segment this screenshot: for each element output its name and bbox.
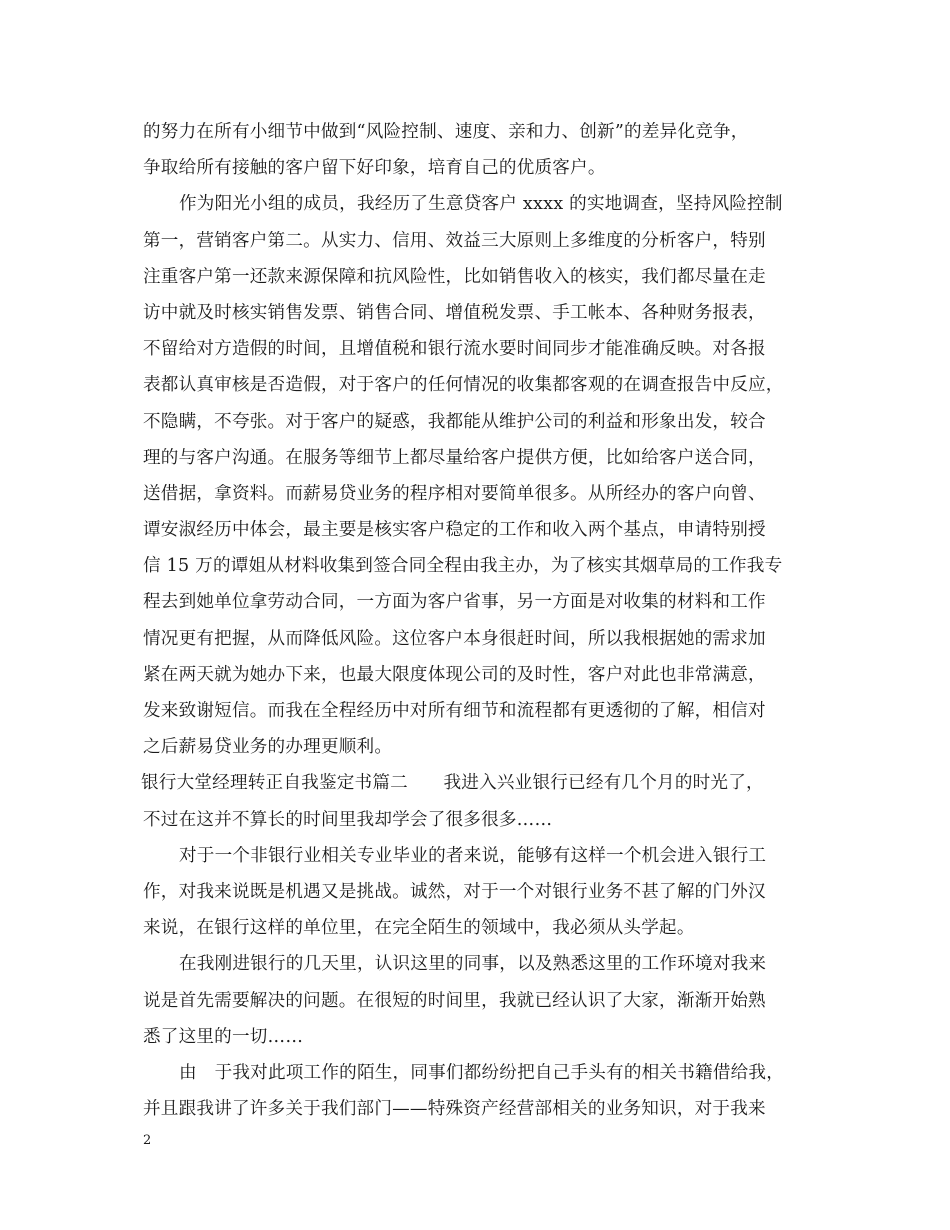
text-line: 银行大堂经理转正自我鉴定书篇二 我进入兴业银行已经有几个月的时光了， xyxy=(141,773,764,794)
text-line: 在我刚进银行的几天里，认识这里的同事，以及熟悉这里的工作环境对我来 xyxy=(179,954,767,975)
text-line: 争取给所有接触的客户留下好印象，培育自己的优质客户。 xyxy=(143,158,606,179)
text-line: 作，对我来说既是机遇又是挑战。诚然，对于一个对银行业务不甚了解的门外汉 xyxy=(143,881,766,902)
text-line: 发来致谢短信。而我在全程经历中对所有细节和流程都有更透彻的了解，相信对 xyxy=(143,701,766,721)
text-line: 程去到她单位拿劳动合同，一方面为客户省事，另一方面是对收集的材料和工作 xyxy=(143,592,766,613)
text-line: 送借据，拿资料。而薪易贷业务的程序相对要简单很多。从所经办的客户向曾、 xyxy=(143,483,766,504)
text-line: 信 15 万的谭姐从材料收集到签合同全程由我主办，为了核实其烟草局的工作我专 xyxy=(143,556,783,577)
body-text xyxy=(143,114,808,1127)
text-line: 紧在两天就为她办下来，也最大限度体现公司的及时性，客户对此也非常满意， xyxy=(143,664,766,685)
text-line: 由 于我对此项工作的陌生，同事们都纷纷把自己手头有的相关书籍借给我， xyxy=(179,1062,784,1083)
text-line: 作为阳光小组的成员，我经历了生意贷客户 xxxx 的实地调查，坚持风险控制 xyxy=(179,194,783,215)
text-line: 理的与客户沟通。在服务等细节上都尽量给客户提供方便，比如给客户送合同， xyxy=(143,447,766,468)
page-number: 2 xyxy=(143,1133,152,1148)
text-line: 注重客户第一还款来源保障和抗风险性，比如销售收入的核实，我们都尽量在走 xyxy=(143,266,766,287)
text-line: 的努力在所有小细节中做到“风险控制、速度、亲和力、创新”的差异化竞争， xyxy=(143,122,749,142)
text-line: 来说，在银行这样的单位里，在完全陌生的领域中，我必须从头学起。 xyxy=(143,918,695,939)
text-line: 说是首先需要解决的问题。在很短的时间里，我就已经认识了大家，渐渐开始熟 xyxy=(143,990,766,1011)
text-line: 不留给对方造假的时间，且增值税和银行流水要时间同步才能准确反映。对各报 xyxy=(143,339,766,360)
text-line: 情况更有把握，从而降低风险。这位客户本身很赶时间，所以我根据她的需求加 xyxy=(143,628,766,649)
text-line: 不过在这并不算长的时间里我却学会了很多很多…… xyxy=(143,809,553,830)
text-line: 谭安淑经历中体会，最主要是核实客户稳定的工作和收入两个基点，申请特别授 xyxy=(143,520,766,541)
text-line: 不隐瞒，不夸张。对于客户的疑惑，我都能从维护公司的利益和形象出发，较合 xyxy=(143,411,766,432)
text-line: 访中就及时核实销售发票、销售合同、增值税发票、手工帐本、各种财务报表， xyxy=(143,302,766,323)
text-line: 悉了这里的一切…… xyxy=(143,1026,304,1047)
text-line: 表都认真审核是否造假，对于客户的任何情况的收集都客观的在调查报告中反应， xyxy=(143,375,784,396)
text-line: 之后薪易贷业务的办理更顺利。 xyxy=(143,737,393,758)
text-line: 并且跟我讲了许多关于我们部门——特殊资产经营部相关的业务知识，对于我来 xyxy=(143,1099,766,1120)
text-line: 对于一个非银行业相关专业毕业的者来说，能够有这样一个机会进入银行工 xyxy=(179,845,767,866)
text-line: 第一，营销客户第二。从实力、信用、效益三大原则上多维度的分析客户，特别 xyxy=(143,230,766,251)
